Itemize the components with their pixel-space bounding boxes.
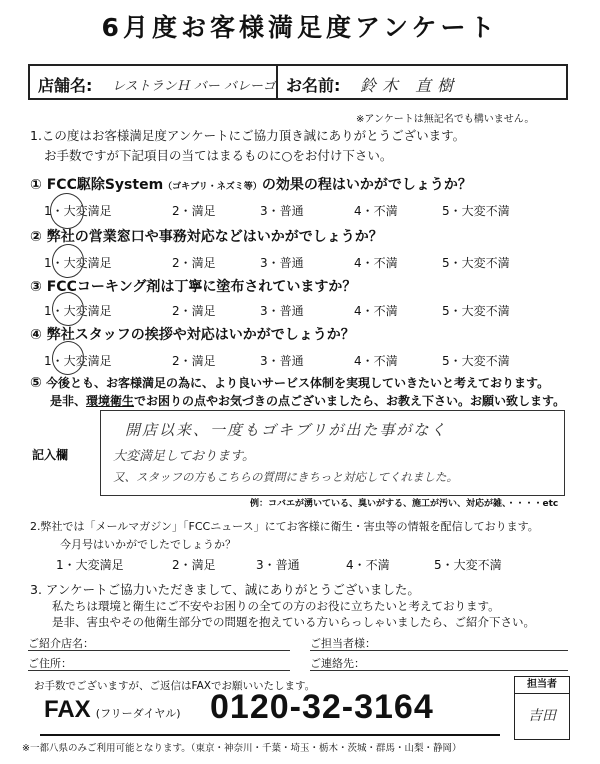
question-5-line-1: 今後とも、お客様満足の為に、より良いサービス体制を実現していきたいと考えております。 [46, 376, 550, 390]
page-title: 6月度お客様満足度アンケート [101, 13, 499, 42]
store-name-value[interactable]: レストランＨ バー バレーゴ [112, 79, 276, 94]
section-2-line-1: 2.弊社では「メールマガジン」「FCCニュース」にてお客様に衛生・害虫等の情報を配信しております。 [30, 520, 539, 533]
q1-option-4[interactable]: 4・不満 [354, 204, 398, 218]
staff-value: 吉田 [528, 708, 556, 724]
referral-person-field[interactable] [310, 632, 568, 651]
fax-subtext: (フリーダイヤル) [95, 707, 181, 720]
q4-option-2[interactable]: 2・満足 [172, 354, 216, 368]
s2-option-5[interactable]: 5・大変不満 [434, 558, 502, 572]
question-1 [30, 174, 472, 194]
q1-option-2[interactable]: 2・満足 [172, 204, 216, 218]
question-2 [30, 226, 383, 246]
q3-option-1[interactable]: 1・大変満足 [44, 304, 112, 318]
entry-label: 記入欄 [32, 448, 69, 462]
question-2-text: 弊社の営業窓口や事務対応などはいかがでしょうか？ [46, 229, 383, 245]
referral-address-field[interactable] [28, 652, 290, 671]
comment-line-1: 開店以来、一度もゴキブリが出た事がなく [125, 421, 448, 439]
q1-option-5[interactable]: 5・大変不満 [442, 204, 510, 218]
q4-selection-circle [49, 338, 86, 377]
question-4-number: ④ [30, 327, 42, 343]
q3-option-5[interactable]: 5・大変不満 [442, 304, 510, 318]
question-1-sub: （ゴキブリ・ネズミ等） [163, 182, 262, 192]
q2-selection-circle [50, 242, 86, 280]
q2-option-1[interactable]: 1・大変満足 [44, 256, 112, 270]
section-2-line-2: 今月号はいかがでしたでしょうか？ [60, 538, 236, 551]
s2-option-4[interactable]: 4・不満 [346, 558, 390, 572]
q1-option-3[interactable]: 3・普通 [260, 204, 304, 218]
comment-line-2: 大変満足しております。 [113, 449, 255, 464]
q4-option-1[interactable]: 1・大変満足 [44, 354, 112, 368]
question-4 [30, 324, 355, 344]
question-3 [30, 276, 356, 296]
referral-person-label: ご担当者様： [310, 637, 376, 650]
intro-line-2: お手数ですが下記項目の当てはまるものに○をお付け下さい。 [44, 148, 393, 163]
question-3-text: FCCコーキング剤は丁寧に塗布されていますか？ [46, 279, 357, 295]
fax-number[interactable]: 0120-32-3164 [210, 688, 434, 726]
comment-line-3: 又、スタッフの方もこちらの質問にきちっと対応してくれました。 [113, 470, 458, 484]
name-box-divider [276, 66, 278, 98]
staff-label: 担当者 [515, 677, 569, 694]
area-note: ※一都八県のみご利用可能となります。（東京・神奈川・千葉・埼玉・栃木・茨城・群馬・山梨・静岡） [22, 743, 462, 754]
q4-option-5[interactable]: 5・大変不満 [442, 354, 510, 368]
q4-option-4[interactable]: 4・不満 [354, 354, 398, 368]
section-3-line-2: 私たちは環境と衛生にご不安やお困りの全ての方のお役に立ちたいと考えております。 [52, 599, 500, 613]
fax-block [44, 696, 181, 724]
section-3-line-1: 3. アンケートご協力いただきまして、誠にありがとうございました。 [30, 582, 420, 597]
q1-option-1[interactable]: 1・大変満足 [44, 204, 112, 218]
s2-option-1[interactable]: 1・大変満足 [56, 558, 124, 572]
referral-store-label: ご紹介店名： [28, 637, 94, 650]
anonymous-note: ※アンケートは無記名でも構いません。 [356, 114, 535, 125]
q2-option-3[interactable]: 3・普通 [260, 256, 304, 270]
referral-store-field[interactable] [28, 632, 290, 651]
q5-line2-suffix: でお困りの点やお気づきの点ございましたら、お教え下さい。お願い致します。 [134, 394, 566, 408]
question-1-text: FCC駆除System [46, 177, 164, 193]
q3-option-2[interactable]: 2・満足 [172, 304, 216, 318]
referral-contact-field[interactable] [310, 652, 568, 671]
q4-option-3[interactable]: 3・普通 [260, 354, 304, 368]
staff-stamp-box [514, 676, 570, 740]
referral-address-label: ご住所： [28, 657, 72, 670]
intro-line-1: 1.この度はお客様満足度アンケートにご協力頂き誠にありがとうございます。 [30, 128, 466, 143]
fax-label: FAX [44, 696, 91, 723]
reply-note: お手数でございますが、ご返信はFAXでお願いいたします。 [34, 680, 316, 692]
fax-underline [40, 734, 500, 736]
comment-example: 例：コバエが湧いている、臭いがする、施工が汚い、対応が雑、・・・・etc [250, 499, 559, 509]
customer-name-value[interactable]: 鈴木 直樹 [360, 76, 460, 95]
question-5-number: ⑤ [30, 375, 42, 391]
q3-option-4[interactable]: 4・不満 [354, 304, 398, 318]
q2-option-2[interactable]: 2・満足 [172, 256, 216, 270]
question-5 [30, 374, 549, 391]
customer-name-label: お名前: [286, 76, 341, 95]
customer-info-box [28, 64, 568, 100]
question-1-text-2: の効果の程はいかがでしょうか？ [261, 177, 472, 193]
question-4-text: 弊社スタッフの挨拶や対応はいかがでしょうか？ [46, 327, 355, 343]
question-1-number: ① [30, 177, 42, 193]
question-5-line-2 [50, 392, 565, 409]
q2-option-5[interactable]: 5・大変不満 [442, 256, 510, 270]
question-3-number: ③ [30, 279, 42, 295]
section-3-line-3: 是非、害虫やその他衛生部分での問題を抱えている方いらっしゃいましたら、ご紹介下さい。 [52, 615, 535, 629]
q3-option-3[interactable]: 3・普通 [260, 304, 304, 318]
q5-line2-prefix: 是非、 [50, 394, 87, 408]
q2-option-4[interactable]: 4・不満 [354, 256, 398, 270]
s2-option-2[interactable]: 2・満足 [172, 558, 216, 572]
referral-contact-label: ご連絡先： [310, 657, 365, 670]
comment-box[interactable] [100, 410, 565, 496]
question-2-number: ② [30, 229, 42, 245]
q5-keyword: 環境衛生 [86, 394, 135, 408]
store-name-label: 店舗名: [38, 76, 93, 95]
s2-option-3[interactable]: 3・普通 [256, 558, 300, 572]
